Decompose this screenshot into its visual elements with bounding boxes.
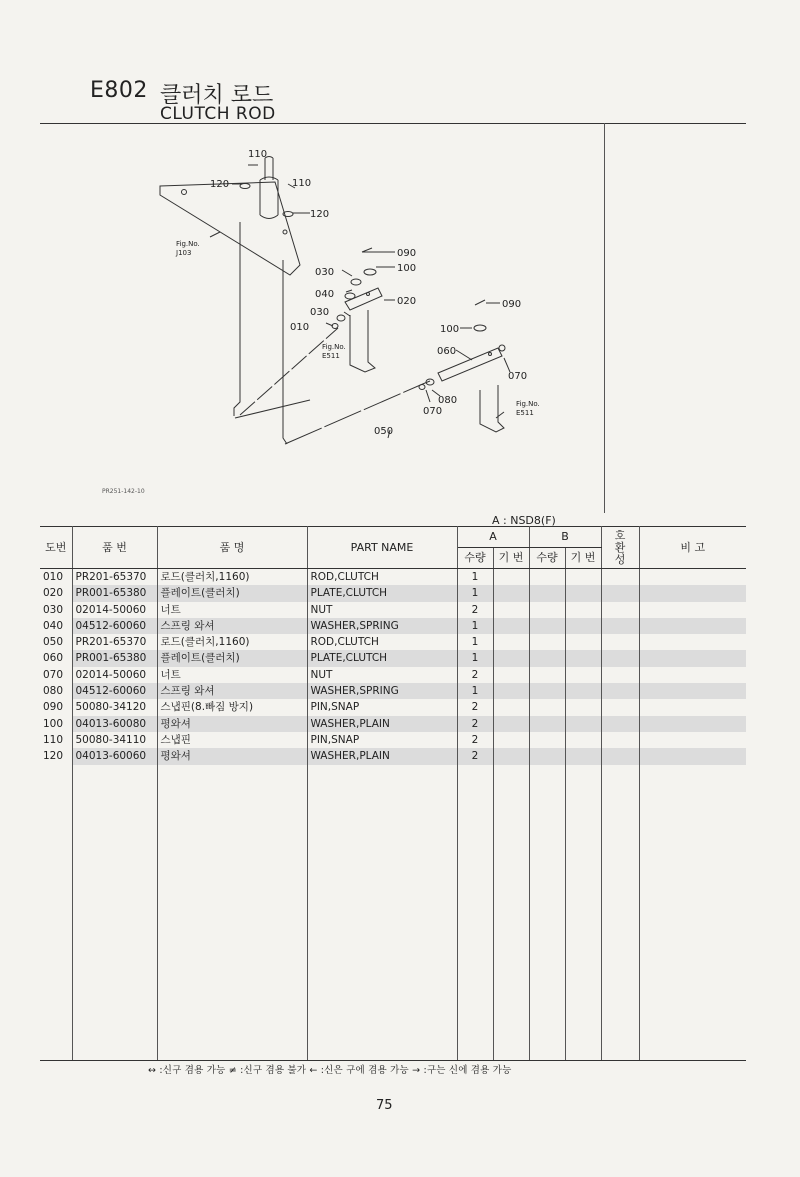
cell-name-en: WASHER,SPRING xyxy=(307,683,457,699)
cell-base-a xyxy=(493,732,529,748)
cell-part-no: 04512-60060 xyxy=(72,683,157,699)
cell-qty-b xyxy=(529,732,565,748)
callout-120-a: 120 xyxy=(210,179,230,190)
table-row xyxy=(40,667,746,683)
cell-no: 050 xyxy=(40,634,72,650)
table-row xyxy=(40,683,746,699)
header-qty-b: 수량 xyxy=(529,548,565,569)
cell-base-a xyxy=(493,650,529,666)
cell-part-no: PR001-65380 xyxy=(72,650,157,666)
diagram-code: PR251-142-10 xyxy=(102,488,145,495)
cell-no: 020 xyxy=(40,585,72,601)
cell-base-a xyxy=(493,585,529,601)
cell-name-en: PLATE,CLUTCH xyxy=(307,585,457,601)
cell-remarks xyxy=(639,748,746,764)
table-row xyxy=(40,699,746,715)
cell-name-ko: 플레이트(클러치) xyxy=(157,650,307,666)
cell-name-en: WASHER,SPRING xyxy=(307,618,457,634)
filler-cell xyxy=(493,765,529,1061)
table-filler xyxy=(40,765,746,1061)
cell-name-ko: 평와셔 xyxy=(157,748,307,764)
callout-100-a: 100 xyxy=(397,263,417,274)
shaft-e511-left xyxy=(350,310,375,372)
cell-name-ko: 스프링 와셔 xyxy=(157,618,307,634)
table-row xyxy=(40,634,746,650)
cell-no: 070 xyxy=(40,667,72,683)
cell-part-no: PR001-65380 xyxy=(72,585,157,601)
cell-base-a xyxy=(493,716,529,732)
cell-name-ko: 스프링 와셔 xyxy=(157,683,307,699)
cell-base-a xyxy=(493,667,529,683)
cell-part-no: PR201-65370 xyxy=(72,569,157,586)
header-base-a: 기 번 xyxy=(493,548,529,569)
cell-qty-a: 1 xyxy=(457,650,493,666)
cell-qty-a: 2 xyxy=(457,732,493,748)
fig-ref-e511-b-label: Fig.No. xyxy=(516,400,540,408)
cell-qty-a: 2 xyxy=(457,716,493,732)
header-compat: 호 환 성 xyxy=(601,527,639,569)
cell-base-b xyxy=(565,699,601,715)
cell-name-en: NUT xyxy=(307,602,457,618)
callout-090-b: 090 xyxy=(502,299,522,310)
table-row xyxy=(40,569,746,586)
cell-qty-b xyxy=(529,667,565,683)
fig-ref-e511-b-number: E511 xyxy=(516,409,534,417)
cell-name-ko: 로드(클러치,1160) xyxy=(157,569,307,586)
fig-ref-j103-number: J103 xyxy=(176,249,192,257)
cell-name-en: NUT xyxy=(307,667,457,683)
fig-ref-e511-a-number: E511 xyxy=(322,352,340,360)
header-base-b: 기 번 xyxy=(565,548,601,569)
filler-cell xyxy=(639,765,746,1061)
cell-base-b xyxy=(565,732,601,748)
fig-ref-e511-a-label: Fig.No. xyxy=(322,343,346,351)
cell-qty-b xyxy=(529,634,565,650)
cell-base-b xyxy=(565,748,601,764)
rod-vertical-center xyxy=(283,260,287,444)
callout-050: 050 xyxy=(374,426,394,437)
cell-no: 040 xyxy=(40,618,72,634)
filler-cell xyxy=(601,765,639,1061)
cell-base-a xyxy=(493,569,529,586)
cell-qty-a: 2 xyxy=(457,667,493,683)
cell-name-ko: 스냅핀(8.빠짐 방지) xyxy=(157,699,307,715)
cell-remarks xyxy=(639,667,746,683)
cell-no: 120 xyxy=(40,748,72,764)
exploded-parts-diagram xyxy=(100,140,600,510)
cell-remarks xyxy=(639,618,746,634)
filler-cell xyxy=(40,765,72,1061)
cell-name-ko: 너트 xyxy=(157,602,307,618)
page-number: 75 xyxy=(376,1098,393,1113)
cell-base-b xyxy=(565,602,601,618)
cell-compat xyxy=(601,602,639,618)
table-row xyxy=(40,585,746,601)
cell-no: 110 xyxy=(40,732,72,748)
cell-no: 100 xyxy=(40,716,72,732)
cell-name-ko: 플레이트(클러치) xyxy=(157,585,307,601)
table-row xyxy=(40,650,746,666)
page-title-english: CLUTCH ROD xyxy=(160,104,276,124)
cell-no: 060 xyxy=(40,650,72,666)
cell-part-no: 50080-34120 xyxy=(72,699,157,715)
page-title-korean: 클러치 로드 xyxy=(160,83,274,108)
cell-compat xyxy=(601,683,639,699)
cell-remarks xyxy=(639,650,746,666)
cell-qty-b xyxy=(529,650,565,666)
cell-remarks xyxy=(639,602,746,618)
callout-110-b: 110 xyxy=(292,178,312,189)
header-part-no: 품 번 xyxy=(72,527,157,569)
filler-cell xyxy=(307,765,457,1061)
cell-qty-a: 2 xyxy=(457,699,493,715)
cell-no: 080 xyxy=(40,683,72,699)
cell-base-b xyxy=(565,585,601,601)
cell-base-a xyxy=(493,748,529,764)
cell-base-b xyxy=(565,650,601,666)
rod-050 xyxy=(285,383,425,444)
cell-remarks xyxy=(639,585,746,601)
callout-020: 020 xyxy=(397,296,417,307)
cell-name-en: PLATE,CLUTCH xyxy=(307,650,457,666)
cell-compat xyxy=(601,748,639,764)
filler-cell xyxy=(157,765,307,1061)
header-rule xyxy=(40,123,746,124)
cell-name-en: ROD,CLUTCH xyxy=(307,569,457,586)
cell-qty-b xyxy=(529,683,565,699)
callout-110-a: 110 xyxy=(248,149,268,160)
cell-base-b xyxy=(565,716,601,732)
cell-base-b xyxy=(565,683,601,699)
cell-qty-b xyxy=(529,602,565,618)
cell-qty-a: 1 xyxy=(457,569,493,586)
cell-remarks xyxy=(639,683,746,699)
callout-060: 060 xyxy=(437,346,457,357)
cell-base-a xyxy=(493,683,529,699)
cell-name-ko: 너트 xyxy=(157,667,307,683)
callout-070-b: 070 xyxy=(423,406,443,417)
callout-070-a: 070 xyxy=(508,371,528,382)
cell-compat xyxy=(601,618,639,634)
cell-remarks xyxy=(639,634,746,650)
callout-030-b: 030 xyxy=(310,307,330,318)
cell-compat xyxy=(601,634,639,650)
callout-030-a: 030 xyxy=(315,267,335,278)
cell-part-no: 50080-34110 xyxy=(72,732,157,748)
cell-qty-a: 2 xyxy=(457,602,493,618)
cell-base-b xyxy=(565,667,601,683)
cell-name-en: ROD,CLUTCH xyxy=(307,634,457,650)
shaft-e511-right xyxy=(480,385,504,432)
cell-qty-a: 1 xyxy=(457,683,493,699)
cell-compat xyxy=(601,699,639,715)
fig-ref-j103-label: Fig.No. xyxy=(176,240,200,248)
table-row xyxy=(40,732,746,748)
cell-compat xyxy=(601,650,639,666)
callout-120-b: 120 xyxy=(310,209,330,220)
callout-010: 010 xyxy=(290,322,310,333)
filler-cell xyxy=(72,765,157,1061)
cell-base-a xyxy=(493,699,529,715)
callout-080: 080 xyxy=(438,395,458,406)
cell-compat xyxy=(601,585,639,601)
filler-cell xyxy=(565,765,601,1061)
rod-010 xyxy=(240,328,338,415)
cell-name-ko: 스냅핀 xyxy=(157,732,307,748)
cell-base-b xyxy=(565,618,601,634)
header-part-name-en: PART NAME xyxy=(307,527,457,569)
cell-base-a xyxy=(493,618,529,634)
table-row xyxy=(40,716,746,732)
cell-remarks xyxy=(639,569,746,586)
cell-qty-b xyxy=(529,585,565,601)
cell-name-en: WASHER,PLAIN xyxy=(307,748,457,764)
cell-qty-a: 1 xyxy=(457,634,493,650)
diagram-divider xyxy=(604,123,605,513)
cell-compat xyxy=(601,732,639,748)
cell-part-no: 04013-60060 xyxy=(72,748,157,764)
filler-cell xyxy=(457,765,493,1061)
cell-name-en: WASHER,PLAIN xyxy=(307,716,457,732)
rod-vertical-left xyxy=(234,222,240,416)
cell-remarks xyxy=(639,716,746,732)
header-group-a: A xyxy=(457,527,529,548)
bracket-plate xyxy=(160,182,300,275)
cell-qty-b xyxy=(529,569,565,586)
cell-base-a xyxy=(493,602,529,618)
callout-040: 040 xyxy=(315,289,335,300)
cell-part-no: 02014-50060 xyxy=(72,602,157,618)
cell-no: 010 xyxy=(40,569,72,586)
cell-qty-a: 1 xyxy=(457,618,493,634)
header-remarks: 비 고 xyxy=(639,527,746,569)
header-no: 도번 xyxy=(40,527,72,569)
cell-no: 030 xyxy=(40,602,72,618)
cell-qty-a: 1 xyxy=(457,585,493,601)
filler-cell xyxy=(529,765,565,1061)
cell-qty-a: 2 xyxy=(457,748,493,764)
cell-part-no: 02014-50060 xyxy=(72,667,157,683)
cell-base-a xyxy=(493,634,529,650)
page-title-code: E802 xyxy=(90,78,148,103)
cell-remarks xyxy=(639,732,746,748)
cell-part-no: 04013-60080 xyxy=(72,716,157,732)
compatibility-legend: ↔ :신구 겸용 가능 ≠ :신구 겸용 불가 ← :신은 구에 겸용 가능 → :구는 신에 겸용 가능 xyxy=(148,1065,512,1076)
cell-qty-b xyxy=(529,699,565,715)
cell-name-en: PIN,SNAP xyxy=(307,732,457,748)
cell-name-ko: 로드(클러치,1160) xyxy=(157,634,307,650)
header-group-b: B xyxy=(529,527,601,548)
cell-name-en: PIN,SNAP xyxy=(307,699,457,715)
cell-base-b xyxy=(565,634,601,650)
cell-no: 090 xyxy=(40,699,72,715)
cell-compat xyxy=(601,716,639,732)
cell-qty-b xyxy=(529,716,565,732)
model-note: A : NSD8(F) xyxy=(492,514,556,527)
table-row xyxy=(40,618,746,634)
cell-part-no: 04512-60060 xyxy=(72,618,157,634)
table-row xyxy=(40,602,746,618)
callout-090-a: 090 xyxy=(397,248,417,259)
cell-qty-b xyxy=(529,618,565,634)
cell-part-no: PR201-65370 xyxy=(72,634,157,650)
table-row xyxy=(40,748,746,764)
cell-qty-b xyxy=(529,748,565,764)
cell-compat xyxy=(601,667,639,683)
header-part-name-ko: 품 명 xyxy=(157,527,307,569)
cell-remarks xyxy=(639,699,746,715)
cell-name-ko: 평와셔 xyxy=(157,716,307,732)
cell-base-b xyxy=(565,569,601,586)
callout-100-b: 100 xyxy=(440,324,460,335)
parts-table xyxy=(40,526,746,1061)
cell-compat xyxy=(601,569,639,586)
header-qty-a: 수량 xyxy=(457,548,493,569)
